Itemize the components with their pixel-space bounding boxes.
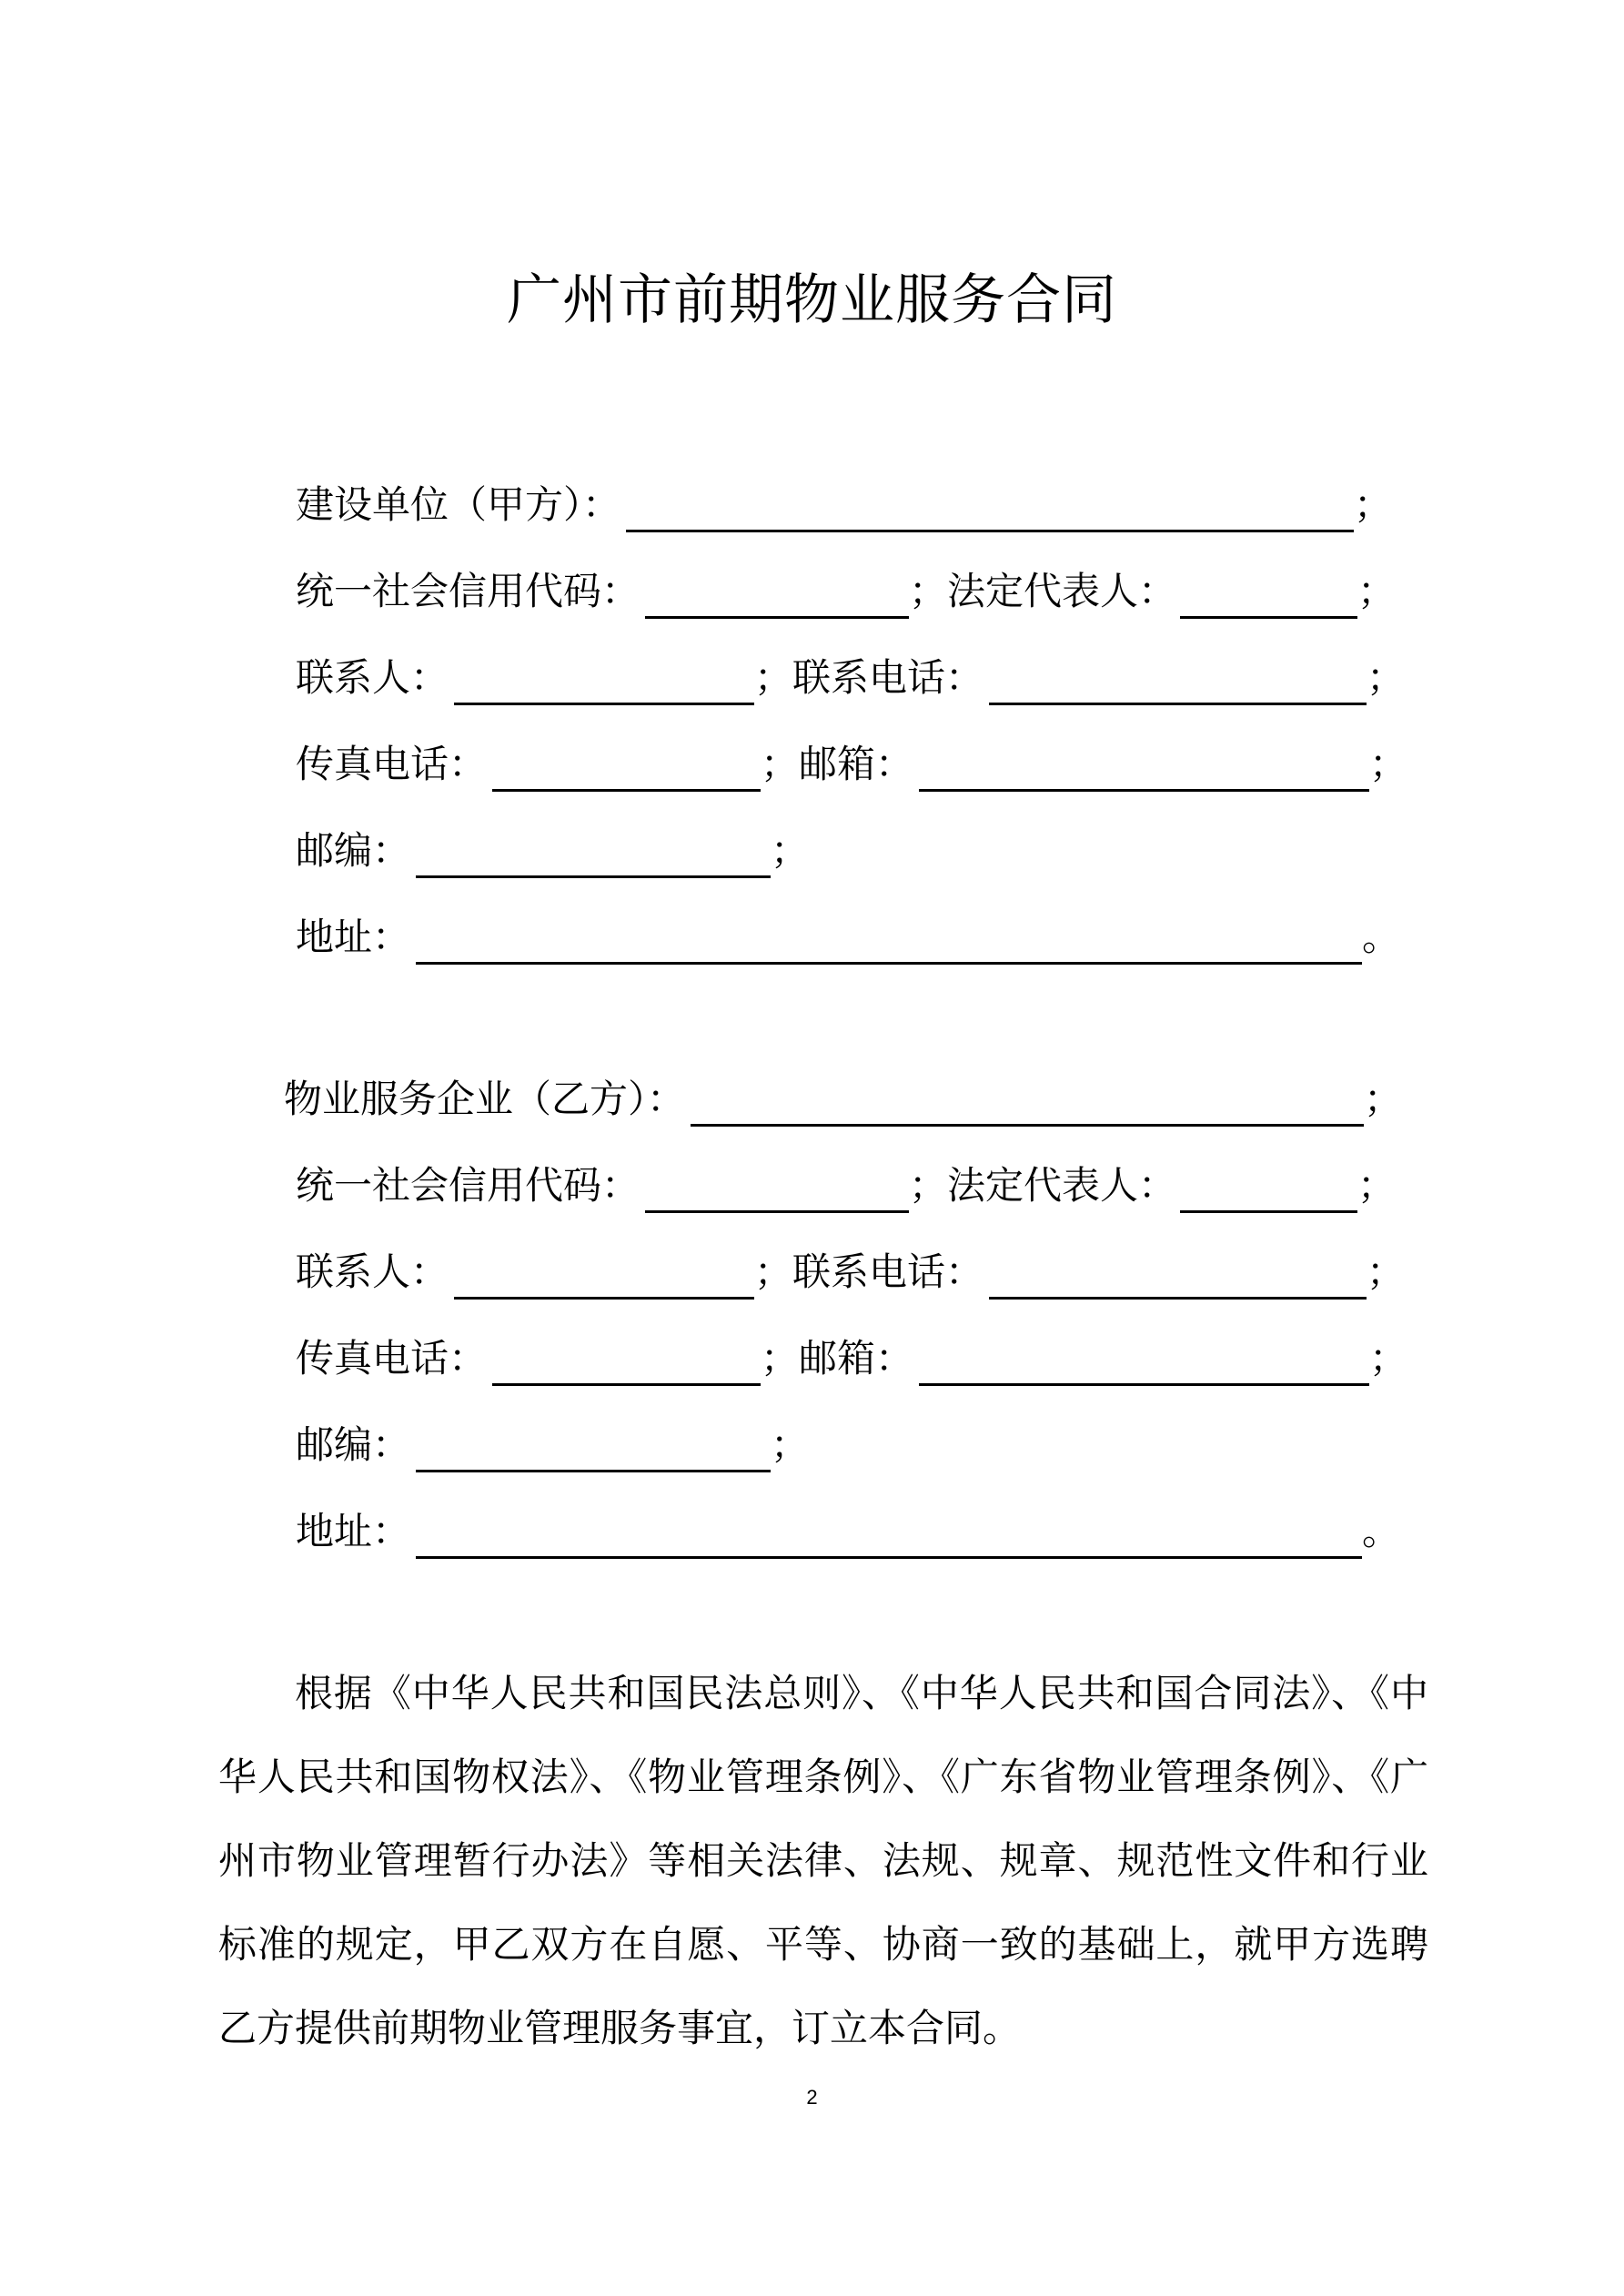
semicolon: ； [1357,569,1397,613]
semicolon: ； [909,1163,948,1208]
party-a-contact-label: 联系人： [296,655,449,700]
party-b-email-field[interactable] [919,1338,1369,1386]
period: 。 [1362,1509,1401,1553]
semicolon: ； [754,1249,793,1294]
party-a-name-label: 建设单位（甲方）： [296,482,621,527]
party-a-address-field[interactable] [416,916,1362,965]
party-a-legal-rep-label: 法定代表人： [947,569,1177,613]
semicolon: ； [1357,1163,1397,1208]
semicolon: ； [1369,742,1408,786]
party-b-fax-field[interactable] [492,1338,761,1386]
party-b-legal-rep-label: 法定代表人： [947,1163,1177,1208]
party-b-legal-rep-field[interactable] [1180,1165,1357,1213]
party-b-name-row [284,1063,1402,1127]
party-a-credit-code-label: 统一社会信用代码： [296,569,641,613]
party-b-credit-code-field[interactable] [645,1165,909,1213]
party-a-credit-code-field[interactable] [645,571,909,619]
party-b-name-field[interactable] [691,1078,1364,1127]
party-a-phone-label: 联系电话： [792,655,984,700]
semicolon: ； [761,742,800,786]
party-b-address-field[interactable] [416,1511,1362,1559]
party-a-contact-row [296,642,1405,705]
party-b-postcode-row [296,1409,809,1472]
semicolon: ； [1367,655,1406,700]
party-b-contact-row [296,1236,1405,1300]
semicolon: ； [771,828,810,873]
party-b-phone-label: 联系电话： [792,1249,984,1294]
party-a-postcode-row [296,814,809,878]
semicolon: ； [1369,1336,1408,1381]
party-b-credit-code-label: 统一社会信用代码： [296,1163,641,1208]
party-a-fax-field[interactable] [492,743,761,792]
preamble-paragraph: 根据《中华人民共和国民法总则》、《中华人民共和国合同法》、《中华人民共和国物权法》、《物业管理条例》、《广东省物业管理条例》、《广州市物业管理暂行办法》等相关法律、法规、规章、规范性文件和行业标准的规定，甲乙双方在自愿、平等、协商一致的基础上，就甲方选聘乙方提供前期物业管理服务事宜，订立本合同。 [218,1671,1428,2050]
party-b-name-label: 物业服务企业（乙方）： [284,1077,686,1121]
semicolon: ； [1367,1249,1406,1294]
semicolon: ； [909,569,948,613]
party-a-contact-field[interactable] [454,657,754,705]
party-a-legal-rep-field[interactable] [1180,571,1357,619]
semicolon: ； [771,1422,810,1467]
party-b-email-label: 邮箱： [799,1336,914,1381]
party-b-address-row [296,1495,1400,1559]
party-a-phone-field[interactable] [989,657,1367,705]
party-b-contact-field[interactable] [454,1251,754,1300]
party-a-postcode-label: 邮编： [296,828,411,873]
party-b-phone-field[interactable] [989,1251,1367,1300]
party-a-address-row [296,901,1400,965]
party-b-fax-row [296,1322,1407,1386]
party-a-email-field[interactable] [919,743,1369,792]
party-b-credit-row [296,1149,1396,1213]
party-a-postcode-field[interactable] [416,830,771,878]
party-b-postcode-label: 邮编： [296,1422,411,1467]
party-a-name-row [296,469,1392,532]
page-title: 广州市前期物业服务合同 [507,268,1117,332]
party-a-email-label: 邮箱： [799,742,914,786]
semicolon: ； [1354,482,1393,527]
semicolon: ； [1364,1077,1403,1121]
party-b-address-label: 地址： [296,1509,411,1553]
semicolon: ； [754,655,793,700]
party-b-contact-label: 联系人： [296,1249,449,1294]
party-a-credit-row [296,555,1396,619]
period: 。 [1362,915,1401,959]
party-a-fax-label: 传真电话： [296,742,488,786]
party-b-postcode-field[interactable] [416,1424,771,1472]
party-b-fax-label: 传真电话： [296,1336,488,1381]
party-a-name-field[interactable] [626,484,1354,532]
page-number: 2 [806,2086,818,2109]
party-a-fax-row [296,728,1407,792]
semicolon: ； [761,1336,800,1381]
party-a-address-label: 地址： [296,915,411,959]
